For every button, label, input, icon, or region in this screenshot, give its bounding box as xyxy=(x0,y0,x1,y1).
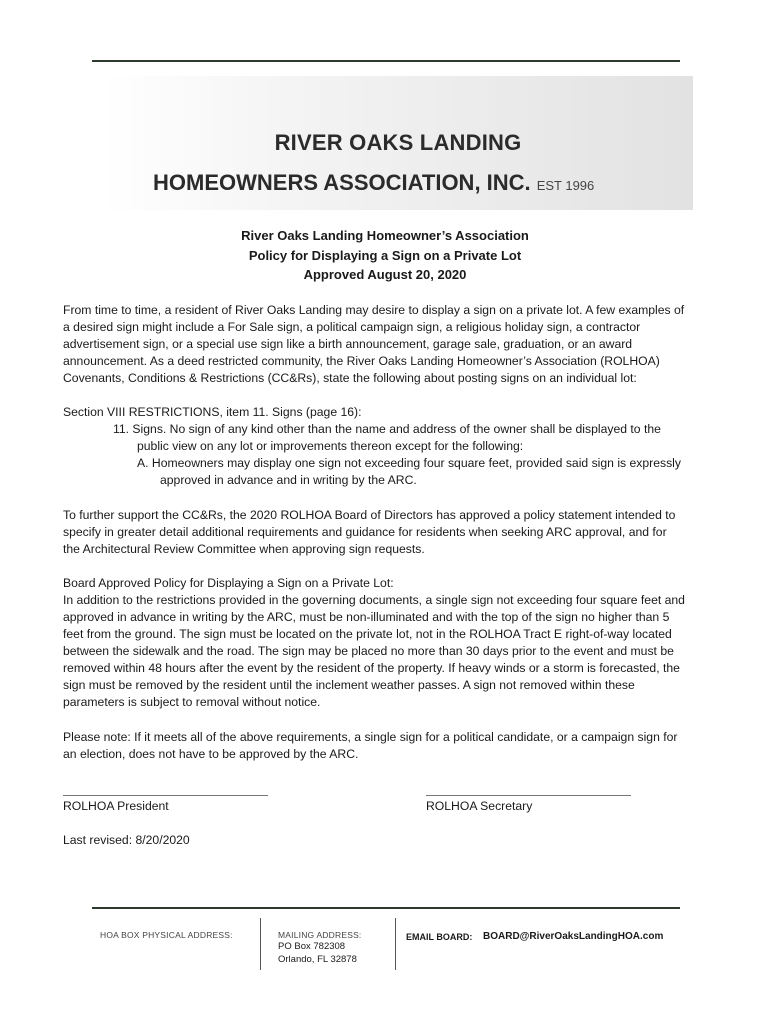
intro-line: From time to time, a resident of River Oaks Landing may desire to display a sign on a private lot. A few examples of xyxy=(63,303,685,317)
policy-line: parameters is subject to removal without notice. xyxy=(63,695,321,709)
bottom-divider xyxy=(92,907,680,909)
support-line: specify in greater detail additional requirements and guidance for residents when seeking ARC approval, and for xyxy=(63,525,667,539)
mailing-address-label: MAILING ADDRESS: xyxy=(278,930,362,940)
title-line-3: Approved August 20, 2020 xyxy=(303,267,467,282)
mailing-address-line1: PO Box 782308 xyxy=(278,941,346,952)
policy-heading: Board Approved Policy for Displaying a Sign on a Private Lot: xyxy=(63,576,394,590)
established-year: EST 1996 xyxy=(536,178,595,193)
policy-line: approved in advance in writing by the ARC, must be non-illuminated and with the top of the sign no higher than 5 xyxy=(63,610,670,624)
note-line: Please note: If it meets all of the above requirements, a single sign for a political candidate, or a campaign sign for xyxy=(63,730,678,744)
intro-line: Covenants, Conditions & Restrictions (CC&Rs), state the following about posting signs on an individual lot: xyxy=(63,371,637,385)
letterhead-banner xyxy=(103,76,693,210)
title-line-1: River Oaks Landing Homeowner’s Association xyxy=(241,228,529,243)
president-label: ROLHOA President xyxy=(63,799,169,813)
last-revised: Last revised: 8/20/2020 xyxy=(63,833,190,847)
org-name-line1: RIVER OAKS LANDING xyxy=(274,130,522,155)
physical-address-label: HOA BOX PHYSICAL ADDRESS: xyxy=(100,930,233,940)
document-title xyxy=(0,226,770,285)
section-subitem-line: approved in advance and in writing by the ARC. xyxy=(160,473,417,487)
policy-line: feet from the ground. The sign must be located on the private lot, not in the ROLHOA Tract E right-of-way located xyxy=(63,627,672,641)
section-heading: Section VIII RESTRICTIONS, item 11. Signs (page 16): xyxy=(63,405,362,419)
secretary-label: ROLHOA Secretary xyxy=(426,799,533,813)
support-line: To further support the CC&Rs, the 2020 ROLHOA Board of Directors has approved a policy statement intended to xyxy=(63,508,676,522)
intro-line: announcement. As a deed restricted community, the River Oaks Landing Homeowner’s Association (ROLHOA) xyxy=(63,354,660,368)
policy-line: between the sidewalk and the road. The sign may be placed no more than 30 days prior to the event and must be xyxy=(63,644,674,658)
note-line: an election, does not have to be approved by the ARC. xyxy=(63,747,359,761)
mailing-address-line2: Orlando, FL 32878 xyxy=(278,954,357,965)
title-line-2: Policy for Displaying a Sign on a Private Lot xyxy=(248,247,522,263)
email-board-label: EMAIL BOARD: xyxy=(406,932,473,942)
section-subitem-line: A. Homeowners may display one sign not exceeding four square feet, provided said sign is expressly xyxy=(137,456,681,470)
policy-line: sign must be removed by the resident until the inclement weather passes. A sign not removed within these xyxy=(63,678,635,692)
section-item-line: public view on any lot or improvements thereon except for the following: xyxy=(137,439,524,453)
footer-divider xyxy=(260,918,261,970)
footer-divider xyxy=(395,918,396,970)
policy-line: removed within 48 hours after the event by the resident of the property. If heavy winds or a storm is forecasted, the xyxy=(63,661,680,675)
support-line: the Architectural Review Committee when approving sign requests. xyxy=(63,542,425,556)
president-signature-line xyxy=(63,795,268,796)
top-divider xyxy=(92,60,680,62)
intro-line: advertisement sign, or a special use sign like a birth announcement, garage sale, graduation, or an award xyxy=(63,337,633,351)
board-email-link[interactable]: BOARD@RiverOaksLandingHOA.com xyxy=(483,931,664,942)
org-name-line2 xyxy=(153,170,594,196)
org-name-text: HOMEOWNERS ASSOCIATION, INC. xyxy=(153,170,531,195)
secretary-signature-line xyxy=(426,795,631,796)
policy-line: In addition to the restrictions provided in the governing documents, a single sign not exceeding four square feet and xyxy=(63,593,685,607)
intro-line: a desired sign might include a For Sale sign, a political campaign sign, a religious holiday sign, a contractor xyxy=(63,320,641,334)
section-item-line: 11. Signs. No sign of any kind other than the name and address of the owner shall be displayed to the xyxy=(113,422,661,436)
